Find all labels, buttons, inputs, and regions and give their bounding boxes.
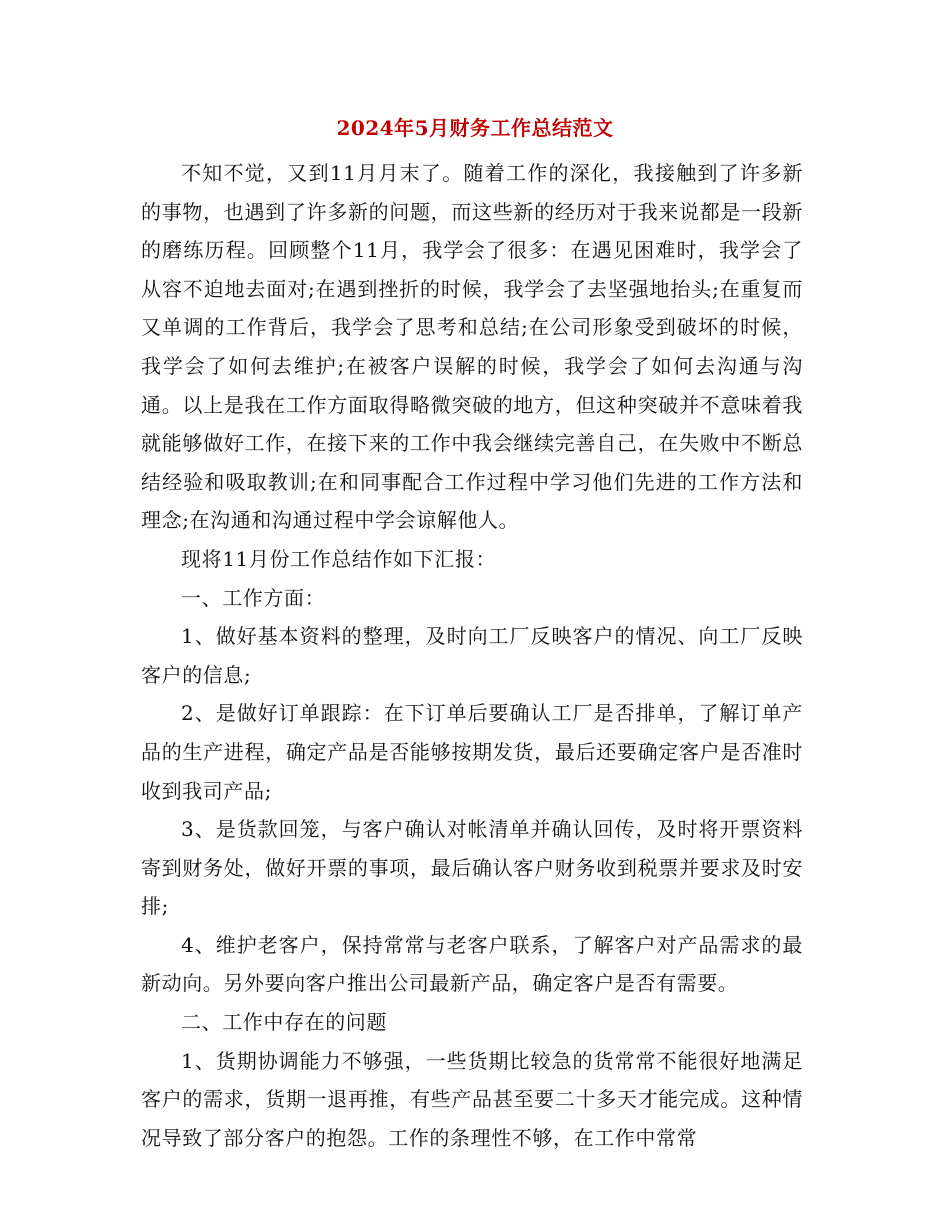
document-body [141,154,803,1157]
paragraph-item-4: 4、维护老客户，保持常常与老客户联系，了解客户对产品需求的最新动向。另外要向客户推出公司最新产品，确定客户是否有需要。 [141,932,803,996]
paragraph-report-lead: 现将11月份工作总结作如下汇报： [181,546,497,571]
document-title: 2024年5月财务工作总结范文 [336,116,614,140]
section-heading-problems: 二、工作中存在的问题 [181,1010,387,1035]
section-heading-work: 一、工作方面： [181,585,326,610]
paragraph-intro: 不知不觉，又到11月月末了。随着工作的深化，我接触到了许多新的事物，也遇到了许多新的问题，而这些新的经历对于我来说都是一段新的磨练历程。回顾整个11月，我学会了很多：在遇见困难时，我学会了从容不迫地去面对;在遇到挫折的时候，我学会了去坚强地抬头;在重复而又单调的工作背后，我学会了思考和总结;在公司形象受到破坏的时候，我学会了如何去维护;在被客户误解的时候，我学会了如何去沟通与沟通。以上是我在工作方面取得略微突破的地方，但这种突破并不意味着我就能够做好工作，在接下来的工作中我会继续完善自己，在失败中不断总结经验和吸取教训;在和同事配合工作过程中学习他们先进的工作方法和理念;在沟通和沟通过程中学会谅解他人。 [141,161,803,533]
paragraph-item-3: 3、是货款回笼，与客户确认对帐清单并确认回传，及时将开票资料寄到财务处，做好开票的事项，最后确认客户财务收到税票并要求及时安排; [141,817,803,919]
paragraph-item-2: 2、是做好订单跟踪：在下订单后要确认工厂是否排单，了解订单产品的生产进程，确定产品是否能够按期发货，最后还要确定客户是否准时收到我司产品; [141,701,803,803]
paragraph-item-1: 1、做好基本资料的整理，及时向工厂反映客户的情况、向工厂反映客户的信息; [141,624,803,687]
paragraph-problem-1: 1、货期协调能力不够强，一些货期比较急的货常常不能很好地满足客户的需求，货期一退再推，有些产品甚至要二十多天才能完成。这种情况导致了部分客户的抱怨。工作的条理性不够，在工作中常常 [141,1048,803,1150]
